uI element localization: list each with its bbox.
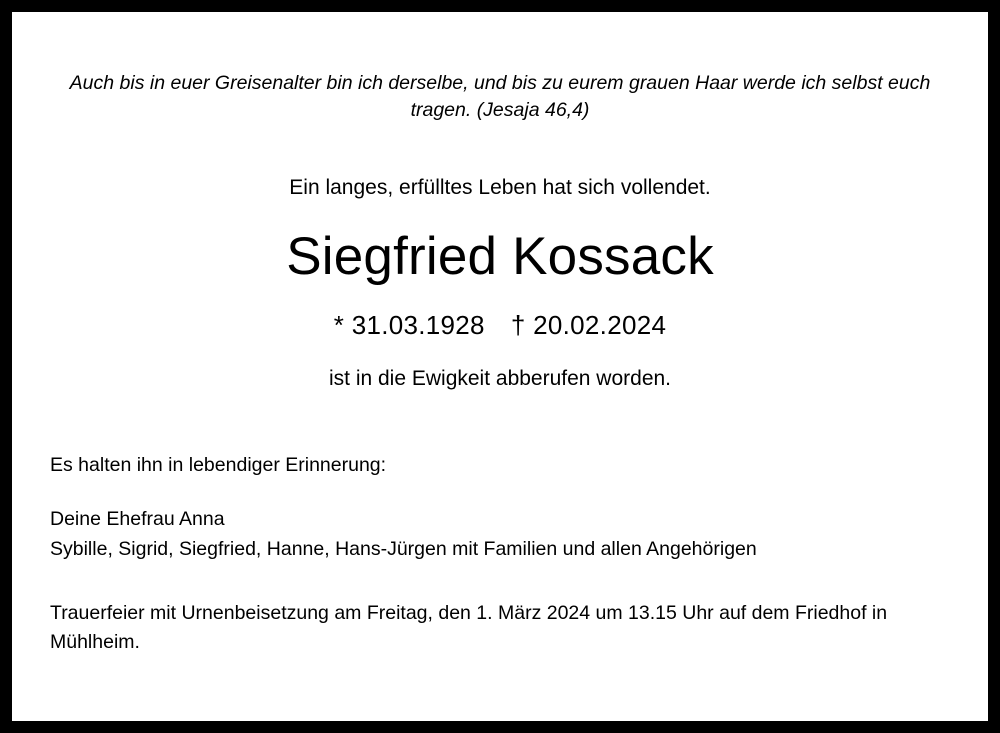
- called-line: ist in die Ewigkeit abberufen worden.: [328, 367, 672, 391]
- bible-verse: Auch bis in euer Greisenalter bin ich derselbe, und bis zu eurem grauen Haar werde ich selbst euch tragen. (Jesaja 46,4): [69, 72, 931, 121]
- birth-date: * 31.03.1928: [333, 310, 485, 341]
- memory-heading: Es halten ihn in lebendiger Erinnerung:: [50, 454, 387, 477]
- death-date: † 20.02.2024: [510, 310, 667, 341]
- survivor-line: Deine Ehefrau Anna: [50, 508, 225, 531]
- survivor-line: Sybille, Sigrid, Siegfried, Hanne, Hans-Jürgen mit Familien und allen Angehörigen: [50, 538, 757, 561]
- life-dates: [42, 310, 958, 341]
- obituary-content: [12, 12, 988, 721]
- funeral-service-details: Trauerfeier mit Urnenbeisetzung am Freitag, den 1. März 2024 um 13.15 Uhr auf dem Friedhof in Mühlheim.: [50, 601, 888, 653]
- survivors-list: [42, 505, 958, 564]
- obituary-card: [9, 9, 991, 724]
- deceased-name: Siegfried Kossack: [286, 226, 714, 286]
- intro-line: Ein langes, erfülltes Leben hat sich vollendet.: [289, 175, 711, 199]
